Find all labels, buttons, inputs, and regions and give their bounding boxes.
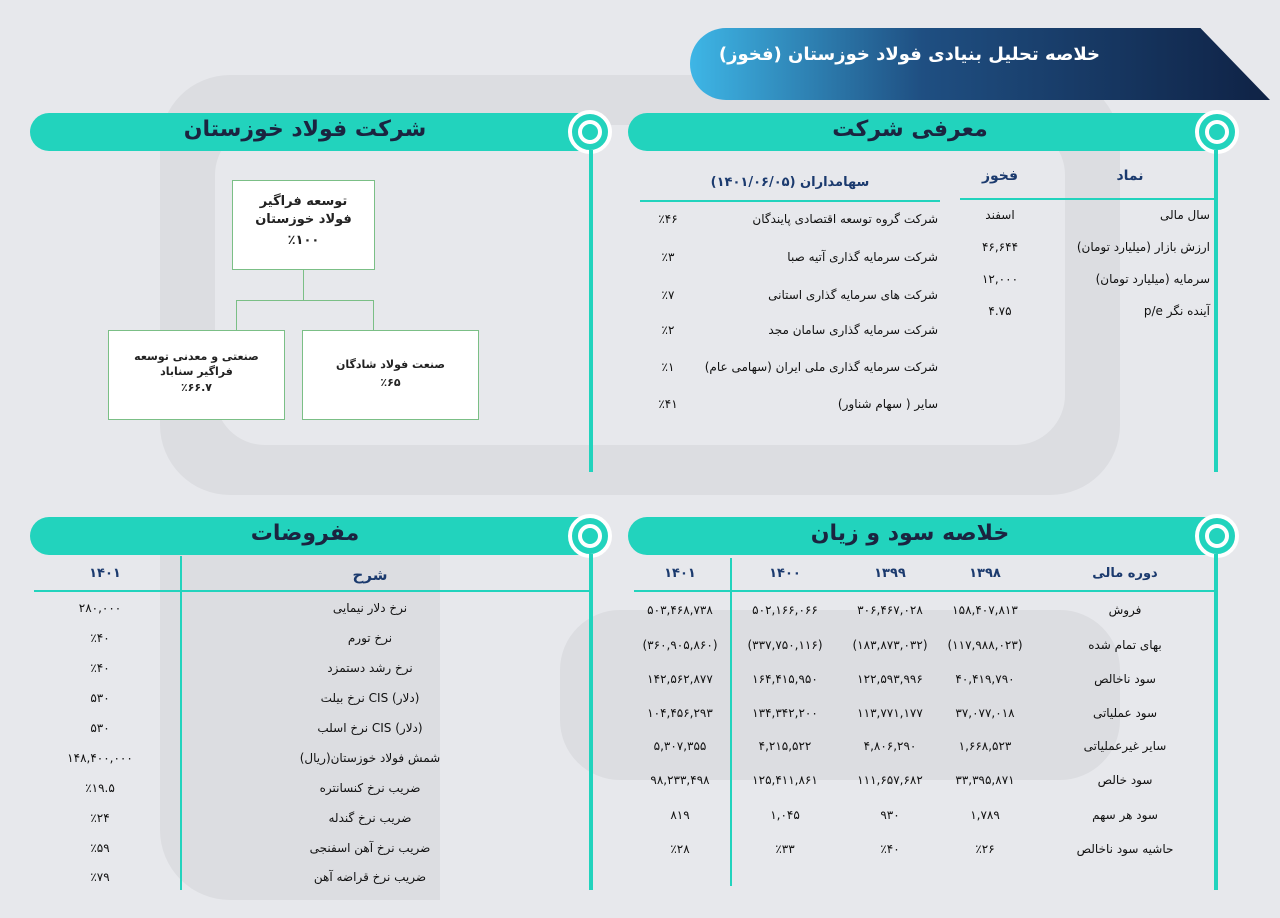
page-title: خلاصه تحلیل بنیادی فولاد خوزستان (فخوز) (718, 44, 1100, 65)
pnl-cell: ۱۴۲,۵۶۲,۸۷۷ (647, 672, 713, 686)
intro-row-value: ۴۶,۶۴۴ (981, 240, 1019, 254)
org-box-top-name: توسعه فراگیر فولاد خوزستان (255, 194, 352, 227)
pnl-cell: ۹۸,۲۳۳,۴۹۸ (650, 773, 710, 787)
pnl-cell: ۱۰۴,۴۵۶,۲۹۳ (647, 706, 713, 720)
assumption-label: ضریب نرخ کنسانتره (319, 781, 421, 795)
pnl-col-header: ۱۴۰۱ (664, 566, 696, 581)
pnl-circle-icon (1195, 514, 1239, 558)
pnl-cell: ۱,۷۸۹ (970, 808, 1000, 822)
shareholder-pct: ٪۷ (661, 288, 675, 302)
org-box-right (302, 330, 479, 420)
pnl-cell: ۱۲۲,۵۹۳,۹۹۶ (857, 672, 923, 686)
intro-row-label: p/e آینده نگر (1143, 304, 1210, 318)
assumption-value: ۱۴۸,۴۰۰,۰۰۰ (67, 751, 133, 765)
intro-header-title: معرفی شرکت (832, 117, 988, 142)
org-connector (373, 300, 374, 330)
shareholder-name: شرکت های سرمایه گذاری استانی (768, 288, 938, 302)
org-connector (303, 270, 304, 300)
org-connector (236, 300, 237, 330)
assumptions-col-desc: شرح (352, 566, 388, 584)
shareholder-name: شرکت سرمایه گذاری سامان مجد (768, 323, 938, 337)
pnl-row-label: سود خالص (1097, 773, 1153, 787)
assumptions-header-underline (34, 590, 589, 592)
shareholders-header: سهامداران (۱۴۰۱/۰۶/۰۵) (710, 175, 870, 190)
assumption-label: نرخ دلار نیمایی (332, 601, 408, 615)
assumption-value: ۲۸۰,۰۰۰ (78, 601, 122, 615)
company-vertical-line (589, 150, 593, 472)
assumptions-circle-icon (568, 514, 612, 558)
assumption-label: نرخ اسلب CIS (دلار) (317, 721, 423, 735)
pnl-row-label: سود ناخالص (1094, 672, 1156, 686)
org-box-left-pct: ٪۶۶.۷ (180, 381, 213, 394)
pnl-vertical-line (1214, 554, 1218, 890)
assumption-label: ضریب نرخ آهن اسفنجی (309, 841, 431, 855)
pnl-cell: ۱۲۵,۴۱۱,۸۶۱ (752, 773, 818, 787)
shareholder-pct: ٪۲ (661, 323, 675, 337)
pnl-cell: ٪۳۳ (775, 842, 795, 856)
pnl-cell: ۳۷,۰۷۷,۰۱۸ (955, 706, 1015, 720)
assumption-value: ٪۷۹ (90, 870, 110, 884)
pnl-col-header: دوره مالی (1092, 566, 1158, 581)
pnl-row-label: سود هر سهم (1092, 808, 1158, 822)
pnl-cell: ۱۱۱,۶۵۷,۶۸۲ (857, 773, 923, 787)
shareholder-name: شرکت سرمایه گذاری ملی ایران (سهامی عام) (704, 360, 938, 374)
pnl-cell: ۹۳۰ (880, 808, 900, 822)
shareholders-underline (640, 200, 940, 202)
pnl-cell: ٪۲۶ (975, 842, 995, 856)
pnl-cell: ۵۰۲,۱۶۶,۰۶۶ (752, 603, 818, 617)
pnl-header-underline (634, 590, 1214, 592)
pnl-row-label: فروش (1108, 603, 1142, 617)
assumption-label: نرخ بیلت CIS (دلار) (320, 691, 420, 705)
pnl-cell: ٪۲۸ (670, 842, 690, 856)
intro-header-underline (960, 198, 1214, 200)
pnl-row-label: سایر غیرعملیاتی (1083, 739, 1167, 753)
pnl-cell: ۱۶۴,۴۱۵,۹۵۰ (752, 672, 818, 686)
assumption-value: ٪۵۹ (90, 841, 110, 855)
pnl-cell: ۵۰۳,۴۶۸,۷۳۸ (647, 603, 713, 617)
shareholder-pct: ٪۴۶ (658, 212, 678, 226)
org-box-right-name: صنعت فولاد شادگان (335, 358, 446, 371)
pnl-cell: ۴,۲۱۵,۵۲۲ (758, 739, 812, 753)
pnl-cell: ۴,۸۰۶,۲۹۰ (863, 739, 917, 753)
watermark-shape-lower-right (560, 610, 1120, 780)
pnl-col-header: ۱۴۰۰ (769, 566, 801, 581)
shareholder-pct: ٪۳ (661, 250, 675, 264)
assumption-value: ٪۱۹.۵ (85, 781, 115, 795)
org-box-left-name: صنعتی و معدنی توسعه فراگیر سناباد (134, 350, 259, 378)
pnl-cell: ۱,۶۶۸,۵۲۳ (958, 739, 1012, 753)
pnl-cell: (۱۱۷,۹۸۸,۰۲۳) (947, 638, 1023, 652)
org-box-top-pct: ٪۱۰۰ (287, 233, 320, 248)
shareholder-name: شرکت گروه توسعه اقتصادی پایندگان (752, 212, 938, 226)
assumption-label: نرخ رشد دستمزد (327, 661, 413, 675)
symbol-value: فخوز (981, 168, 1019, 184)
pnl-row-label: بهای تمام شده (1088, 638, 1162, 652)
shareholder-pct: ٪۴۱ (658, 397, 678, 411)
assumption-label: شمش فولاد خوزستان(ریال) (299, 751, 441, 765)
pnl-cell: ۱۵۸,۴۰۷,۸۱۳ (952, 603, 1018, 617)
assumption-value: ٪۴۰ (90, 631, 110, 645)
pnl-cell: ۱۱۳,۷۷۱,۱۷۷ (857, 706, 923, 720)
assumption-label: ضریب نرخ گندله (328, 811, 412, 825)
intro-row-value: اسفند (985, 208, 1015, 222)
assumption-value: ٪۴۰ (90, 661, 110, 675)
intro-circle-icon (1195, 110, 1239, 154)
pnl-cell: ٪۴۰ (880, 842, 900, 856)
assumption-label: ضریب نرخ قراضه آهن (313, 870, 427, 884)
assumptions-vertical-line (589, 554, 593, 890)
shareholder-pct: ٪۱ (661, 360, 675, 374)
org-box-right-pct: ٪۶۵ (380, 376, 401, 389)
assumptions-header-title: مفروضات (250, 521, 360, 546)
pnl-cell: (۱۸۳,۸۷۳,۰۳۲) (852, 638, 928, 652)
pnl-cell: (۳۶۰,۹۰۵,۸۶۰) (642, 638, 718, 652)
pnl-cell: ۴۰,۴۱۹,۷۹۰ (955, 672, 1015, 686)
pnl-cell: ۵,۳۰۷,۳۵۵ (653, 739, 707, 753)
pnl-cell: ۸۱۹ (670, 808, 690, 822)
shareholder-name: سایر ( سهام شناور) (837, 397, 938, 411)
pnl-cell: ۱,۰۴۵ (770, 808, 800, 822)
org-box-top (232, 180, 375, 270)
pnl-cell: (۳۳۷,۷۵۰,۱۱۶) (747, 638, 823, 652)
pnl-cell: ۳۰۶,۴۶۷,۰۲۸ (857, 603, 923, 617)
pnl-row-label: سود عملیاتی (1092, 706, 1158, 720)
assumptions-col-year: ۱۴۰۱ (89, 566, 121, 581)
pnl-col-header: ۱۳۹۹ (874, 566, 906, 581)
shareholder-name: شرکت سرمایه گذاری آتیه صبا (787, 250, 938, 264)
symbol-label: نماد (1116, 168, 1144, 184)
assumption-value: ۵۳۰ (90, 691, 110, 705)
pnl-row-label: حاشیه سود ناخالص (1076, 842, 1174, 856)
assumption-value: ٪۲۴ (90, 811, 110, 825)
intro-row-value: ۴.۷۵ (988, 304, 1012, 318)
assumption-value: ۵۳۰ (90, 721, 110, 735)
intro-row-label: سال مالی (1160, 208, 1210, 222)
org-box-left (108, 330, 285, 420)
org-connector (236, 300, 374, 301)
pnl-header-title: خلاصه سود و زیان (810, 521, 1010, 546)
intro-row-label: ارزش بازار (میلیارد تومان) (1076, 240, 1210, 254)
intro-row-label: سرمایه (میلیارد تومان) (1095, 272, 1210, 286)
assumptions-column-divider (180, 556, 182, 890)
pnl-cell: ۱۳۴,۳۴۲,۲۰۰ (752, 706, 818, 720)
company-header-title: شرکت فولاد خوزستان (183, 117, 427, 142)
intro-row-value: ۱۲,۰۰۰ (981, 272, 1019, 286)
pnl-cell: ۳۳,۳۹۵,۸۷۱ (955, 773, 1015, 787)
intro-vertical-line (1214, 150, 1218, 472)
company-circle-icon (568, 110, 612, 154)
assumption-label: نرخ تورم (347, 631, 393, 645)
pnl-col-header: ۱۳۹۸ (969, 566, 1001, 581)
